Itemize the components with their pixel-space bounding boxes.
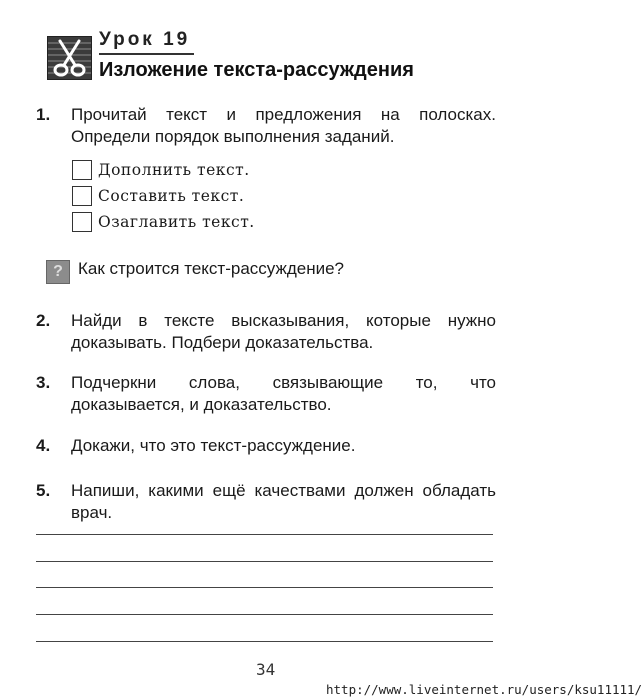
task-number: 4. — [36, 436, 51, 455]
task-text: Докажи, что это текст-рассуждение. — [71, 436, 356, 455]
task-number: 2. — [36, 311, 51, 330]
lesson-underline — [99, 53, 194, 55]
scissors-icon — [47, 36, 92, 80]
checkbox-item[interactable] — [72, 186, 244, 206]
writing-line[interactable] — [36, 614, 493, 615]
page-title: Изложение текста-рассуждения — [99, 59, 414, 81]
question-icon: ? — [46, 260, 70, 284]
checkbox-item[interactable] — [72, 212, 255, 232]
task-5 — [36, 480, 496, 524]
checkbox-label: Дополнить текст. — [98, 161, 250, 179]
checkbox[interactable] — [72, 160, 92, 180]
writing-line[interactable] — [36, 561, 493, 562]
question-text: Как строится текст-рассуждение? — [78, 259, 344, 278]
task-text: Найди в тексте высказывания, которые нужно доказывать. Подбери доказательства. — [71, 311, 496, 352]
task-number: 5. — [36, 481, 51, 500]
task-1 — [36, 104, 496, 148]
lesson-label: Урок 19 — [99, 29, 191, 50]
task-4 — [36, 435, 496, 457]
task-text: Прочитай текст и предложения на полосках. Определи порядок выполнения заданий. — [71, 105, 496, 146]
writing-line[interactable] — [36, 641, 493, 642]
watermark: http://www.liveinternet.ru/users/ksu11111/ — [326, 682, 642, 697]
checkbox-item[interactable] — [72, 160, 250, 180]
checkbox[interactable] — [72, 186, 92, 206]
task-text: Напиши, какими ещё качествами должен обладать врач. — [71, 481, 496, 522]
task-number: 3. — [36, 373, 51, 392]
checkbox[interactable] — [72, 212, 92, 232]
page-number: 34 — [256, 660, 276, 679]
task-text: Подчеркни слова, связывающие то, что доказывается, и доказательство. — [71, 373, 496, 414]
task-2 — [36, 310, 496, 354]
checkbox-label: Озаглавить текст. — [98, 213, 255, 231]
writing-line[interactable] — [36, 534, 493, 535]
task-number: 1. — [36, 105, 51, 124]
writing-line[interactable] — [36, 587, 493, 588]
task-3 — [36, 372, 496, 416]
checkbox-label: Составить текст. — [98, 187, 245, 205]
